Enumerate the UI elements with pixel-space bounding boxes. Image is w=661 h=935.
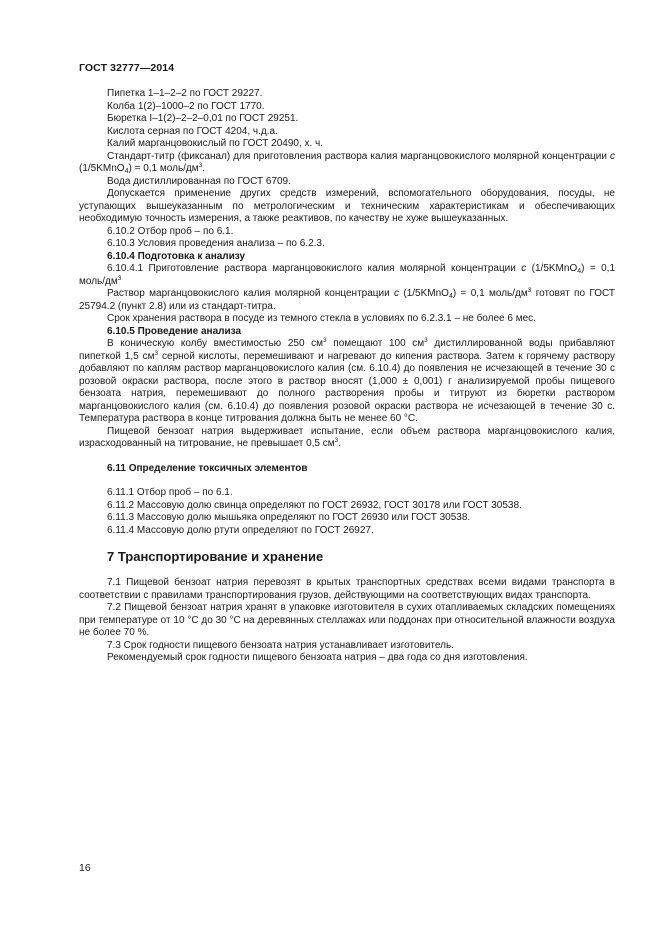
shelf-life-recommendation: Рекомендуемый срок годности пищевого бензоата натрия – два года со дня изготовления.: [107, 652, 528, 663]
reagent-item: Пипетка 1–1–2–2 по ГОСТ 29227.: [107, 88, 263, 99]
clause-7-2: 7.2 Пищевой бензоат натрия хранят в упаковке изготовителя в сухих отапливаемых складских помещениях при температуре от 10 °С до 30 °С на деревянных стеллажах или поддонах при относительной влажности воздуха не более 70 %.: [79, 602, 615, 638]
reagent-item: Бюретка I–1(2)–2–2–0,01 по ГОСТ 29251.: [107, 113, 299, 124]
standard-titr-paragraph: Стандарт-титр (фиксанал) для приготовления раствора калия марганцовокислого молярной концентрации c (1/5KMnO$_4$) = 0,1 моль/$дм^3$.: [79, 150, 616, 175]
reagent-item: Кислота серная по ГОСТ 4204, ч.д.а.: [107, 125, 278, 137]
reagent-item: Колба 1(2)–1000–2 по ГОСТ 1770.: [107, 100, 265, 112]
clause-6-11-item: 6.11.2 Массовую долю свинца определяют по ГОСТ 26932, ГОСТ 30178 или ГОСТ 30538.: [107, 499, 522, 511]
reagent-item: Калий марганцовокислый по ГОСТ 20490, х. ч.: [107, 138, 324, 149]
clause-6-11-heading: 6.11 Определение токсичных элементов: [107, 462, 308, 474]
clause-6-10-4-1: 6.10.4.1 Приготовление раствора марганцовокислого калия молярной концентрации c (1/5KMnO$_4$) = 0,1 моль/$дм^3$: [79, 263, 615, 287]
storage-paragraph: Срок хранения раствора в посуде из темного стекла в условиях по 6.2.3.1 – не более 6 мес.: [107, 313, 536, 324]
page-number: 16: [79, 862, 91, 874]
result-paragraph: Пищевой бензоат натрия выдерживает испытание, если объем раствора марганцовокислого калия, израсходованный на титрование, не превышает 0,5 $см^3$.: [79, 425, 615, 449]
document-id: ГОСТ 32777—2014: [79, 62, 175, 74]
section-7-title: 7 Транспортирование и хранение: [107, 549, 324, 564]
clause-7-1: 7.1 Пищевой бензоат натрия перевозят в крытых транспортных средствах всеми видами транспорта в соответствии с правилами транспортирования грузов, действующими на соответствующих видах транспорта.: [79, 577, 615, 601]
clause-6-10-4-heading: 6.10.4 Подготовка к анализу: [107, 250, 246, 262]
clause-7-3: 7.3 Срок годности пищевого бензоата натрия устанавливает изготовитель.: [107, 639, 454, 651]
clause-6-10-2: 6.10.2 Отбор проб – по 6.1.: [107, 225, 234, 237]
solution-paragraph: Раствор марганцовокислого калия молярной концентрации c (1/5KMnO$_4$) = 0,1 моль/$дм^3$ готовят по ГОСТ 25794.2 (пункт 2.8) или из стандарт-титра.: [79, 287, 616, 312]
allowance-paragraph: Допускается применение других средств измерений, вспомогательного оборудования, посуды, не уступающих вышеуказанным по метрологическим и техническим характеристикам и обеспечивающих необходимую точность измерения, а также реактивов, по качеству не хуже вышеуказанных.: [79, 188, 615, 224]
clause-6-10-3: 6.10.3 Условия проведения анализа – по 6.2.3.: [107, 238, 325, 249]
page-body: [79, 88, 615, 665]
procedure-paragraph: В коническую колбу вместимостью 250 $см^3$ помещают 100 $см^3$ дистиллированной воды прибавляют пипеткой 1,5 $см^3$ серной кислоты, перемешивают и нагревают до кипения раствора. Затем к горячему раствору добавляют по каплям раствор марганцовокислого калия (см. 6.10.4) до появления не исчезающей в течение 30 с розовой окраски раствора, после этого в раствор вносят (1,000 ± 0,001) г анализируемой пробы пищевого бензоата натрия, перемешивают до полного растворения пробы и титруют из бюретки раствором марганцовокислого калия (см. 6.10.4) до появления розовой окраски раствора не исчезающей в течение 30 с. Температура раствора в конце титрования должна быть не менее 60 °С.: [79, 337, 615, 424]
clause-6-11-item: 6.11.4 Массовую долю ртути определяют по ГОСТ 26927.: [107, 524, 374, 536]
clause-6-11-item: 6.11.1 Отбор проб – по 6.1.: [107, 487, 233, 498]
water-item: Вода дистиллированная по ГОСТ 6709.: [107, 175, 291, 187]
clause-6-11-item: 6.11.3 Массовую долю мышьяка определяют по ГОСТ 26930 или ГОСТ 30538.: [107, 512, 471, 523]
clause-6-10-5-heading: 6.10.5 Проведение анализа: [107, 325, 242, 337]
